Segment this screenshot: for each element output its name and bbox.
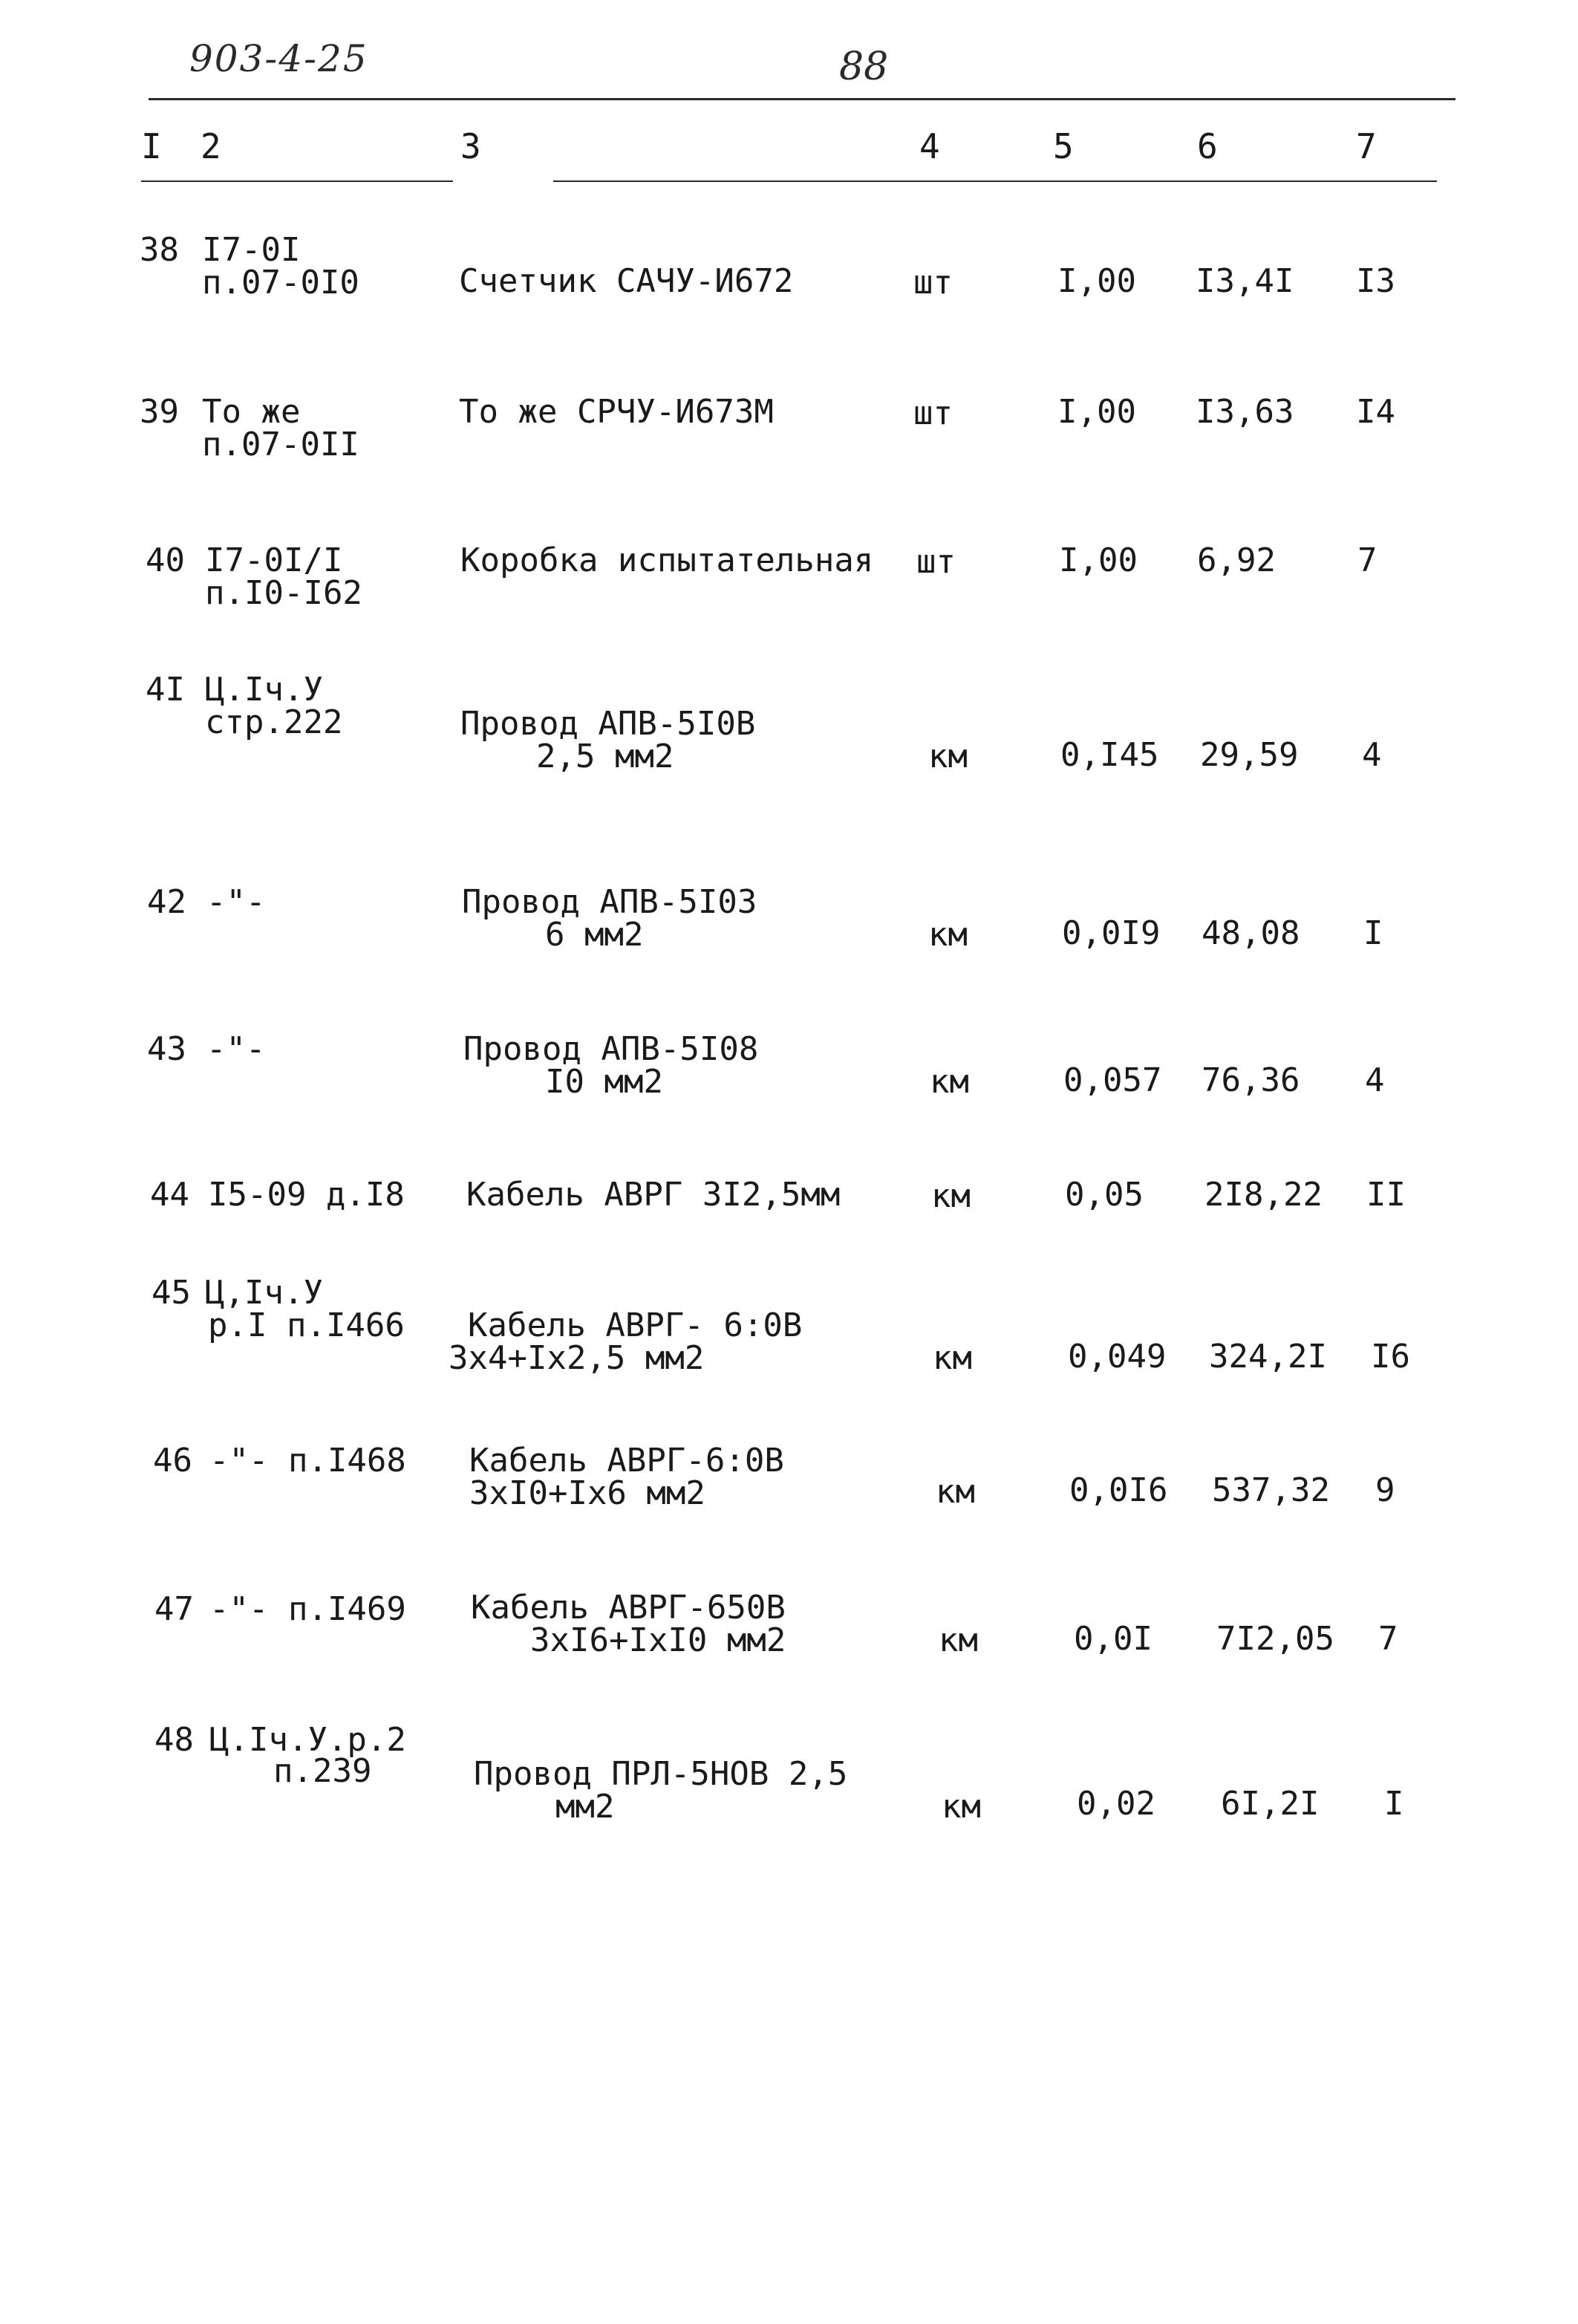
- row-code-line-2: п.07-0II: [202, 426, 359, 463]
- row-unit: км: [931, 1177, 971, 1215]
- row-code-line-2: п.239: [273, 1752, 372, 1790]
- column-header-4: 4: [919, 126, 940, 166]
- row-price: 2I8,22: [1204, 1176, 1323, 1214]
- row-name-line-2: 3х4+Iх2,5 мм2: [449, 1339, 705, 1377]
- column-header-3: 3: [460, 126, 481, 166]
- row-price: 48,08: [1202, 914, 1300, 952]
- row-total: 4: [1362, 736, 1382, 774]
- row-name-line-1: Провод АПВ-5I08: [463, 1030, 759, 1068]
- row-name-line-1: Провод АПВ-5I03: [462, 883, 757, 921]
- row-total: I6: [1371, 1338, 1410, 1376]
- row-total: I3: [1356, 262, 1395, 300]
- row-total: 7: [1378, 1620, 1398, 1658]
- row-name-line-1: Коробка испытательная: [460, 541, 874, 579]
- row-number: 42: [147, 883, 186, 921]
- row-quantity: 0,02: [1077, 1785, 1155, 1823]
- row-quantity: 0,I45: [1060, 736, 1159, 774]
- row-number: 48: [154, 1721, 194, 1759]
- row-name-line-1: То же СРЧУ-И673М: [459, 393, 774, 431]
- row-number: 38: [140, 231, 179, 269]
- row-quantity: 0,0I9: [1062, 914, 1161, 952]
- row-price: 324,2I: [1209, 1338, 1327, 1376]
- row-price: I3,63: [1196, 393, 1294, 431]
- row-number: 40: [146, 541, 185, 579]
- row-code-line-2: п.07-0I0: [202, 264, 359, 302]
- header-divider-left: [141, 180, 453, 182]
- row-number: 44: [150, 1176, 189, 1214]
- row-unit: км: [939, 1621, 978, 1659]
- row-code-line-2: п.I0-I62: [205, 574, 362, 612]
- header-divider-right: [553, 180, 1437, 182]
- row-name-line-1: Кабель АВРГ- 6:0В: [468, 1306, 803, 1344]
- row-total: I: [1363, 914, 1383, 952]
- column-header-6: 6: [1197, 126, 1218, 166]
- row-quantity: 0,0I6: [1069, 1471, 1168, 1509]
- row-name-line-1: Провод АПВ-5I0В: [460, 705, 756, 743]
- row-quantity: 0,0I: [1074, 1620, 1152, 1658]
- column-header-5: 5: [1053, 126, 1074, 166]
- row-price: 29,59: [1200, 736, 1299, 774]
- row-name-line-2: I0 мм2: [545, 1063, 663, 1101]
- row-name-line-1: Кабель АВРГ 3I2,5мм: [466, 1176, 841, 1214]
- row-code-line-1: -"- п.I468: [209, 1442, 406, 1480]
- row-number: 39: [140, 393, 179, 431]
- row-number: 4I: [146, 671, 185, 709]
- row-code-line-1: -"-: [206, 1030, 266, 1068]
- row-quantity: 0,057: [1063, 1061, 1162, 1099]
- row-price: 6I,2I: [1221, 1785, 1320, 1823]
- row-code-line-1: Ц,Iч.У: [205, 1274, 323, 1312]
- row-number: 47: [154, 1590, 194, 1628]
- row-quantity: I,00: [1059, 541, 1138, 579]
- row-code-line-1: -"-: [206, 883, 266, 921]
- top-divider: [149, 98, 1455, 100]
- row-number: 46: [153, 1442, 192, 1480]
- row-total: I4: [1356, 393, 1395, 431]
- row-quantity: 0,05: [1065, 1176, 1144, 1214]
- row-unit: шт: [916, 543, 956, 581]
- row-unit: км: [936, 1473, 975, 1511]
- row-unit: км: [930, 1063, 969, 1101]
- row-price: 7I2,05: [1216, 1620, 1334, 1658]
- column-header-1: I: [141, 126, 162, 166]
- row-total: I: [1384, 1785, 1404, 1823]
- row-unit: км: [928, 738, 968, 775]
- row-name-line-2: 2,5 мм2: [536, 738, 674, 775]
- row-total: 9: [1375, 1471, 1395, 1509]
- column-header-2: 2: [200, 126, 221, 166]
- column-header-7: 7: [1356, 126, 1377, 166]
- row-price: 537,32: [1212, 1471, 1330, 1509]
- row-code-line-1: I5-09 д.I8: [208, 1176, 405, 1214]
- row-unit: км: [942, 1788, 981, 1826]
- row-price: 76,36: [1202, 1061, 1300, 1099]
- row-code-line-1: I7-0I/I: [205, 541, 343, 579]
- row-unit: шт: [913, 264, 953, 302]
- row-name-line-1: Кабель АВРГ-650В: [471, 1589, 786, 1627]
- row-name-line-2: 3хI0+Iх6 мм2: [469, 1474, 705, 1512]
- row-name-line-1: Счетчик САЧУ-И672: [459, 262, 794, 300]
- row-code-line-1: -"- п.I469: [209, 1590, 406, 1628]
- row-unit: км: [933, 1339, 972, 1377]
- row-quantity: I,00: [1057, 262, 1136, 300]
- row-code-line-1: I7-0I: [202, 231, 301, 269]
- row-code-line-2: р.I п.I466: [208, 1306, 405, 1344]
- row-code-line-1: Ц.Iч.У: [205, 671, 323, 709]
- row-total: 7: [1357, 541, 1378, 579]
- page-number: 88: [839, 45, 889, 89]
- row-quantity: 0,049: [1068, 1338, 1167, 1376]
- row-total: II: [1366, 1176, 1406, 1214]
- row-unit: км: [928, 916, 968, 954]
- row-code-line-2: стр.222: [205, 703, 343, 741]
- row-number: 43: [147, 1030, 186, 1068]
- row-unit: шт: [913, 394, 953, 432]
- row-total: 4: [1365, 1061, 1385, 1099]
- row-code-line-1: То же: [202, 393, 301, 431]
- row-name-line-2: мм2: [555, 1788, 615, 1826]
- row-name-line-2: 6 мм2: [545, 916, 644, 954]
- row-price: 6,92: [1197, 541, 1276, 579]
- document-code: 903-4-25: [189, 37, 368, 80]
- row-number: 45: [151, 1274, 191, 1312]
- row-quantity: I,00: [1057, 393, 1136, 431]
- row-name-line-1: Провод ПРЛ-5НОВ 2,5: [474, 1755, 848, 1793]
- row-name-line-1: Кабель АВРГ-6:0В: [469, 1442, 784, 1480]
- row-code-line-1: Ц.Iч.У.р.2: [209, 1721, 406, 1759]
- row-price: I3,4I: [1196, 262, 1294, 300]
- row-name-line-2: 3хI6+IхI0 мм2: [530, 1621, 786, 1659]
